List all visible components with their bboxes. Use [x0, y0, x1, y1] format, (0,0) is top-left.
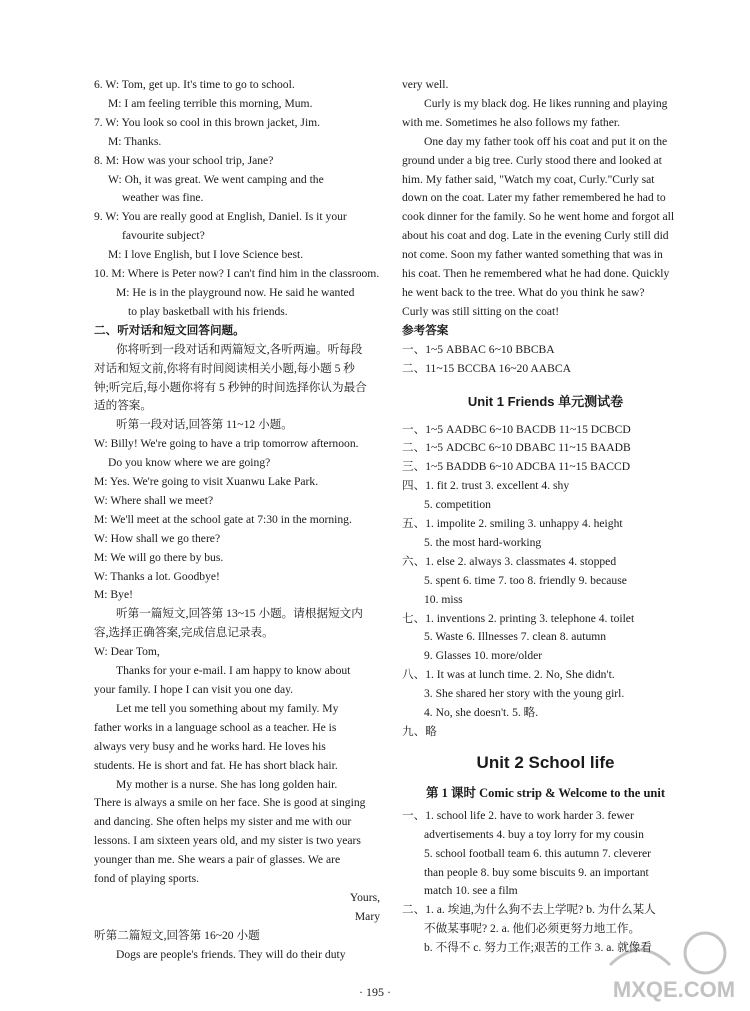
unit2-answers	[402, 807, 689, 958]
answer-line: 5. the most hard-working	[424, 535, 542, 549]
text-line: 钟;听完后,每小题你将有 5 秒钟的时间选择你认为最合	[94, 380, 367, 394]
answer-line: than people 8. buy some biscuits 9. an important	[424, 865, 649, 879]
lesson-title: 第 1 课时 Comic strip & Welcome to the unit	[426, 785, 665, 800]
text-line: W: How shall we go there?	[94, 531, 221, 545]
answer-line: 5. Waste 6. Illnesses 7. clean 8. autumn	[424, 630, 607, 644]
text-line: 6. W: Tom, get up. It's time to go to school.	[94, 78, 295, 91]
text-line: M: Yes. We're going to visit Xuanwu Lake Park.	[94, 475, 319, 489]
text-line: My mother is a nurse. She has long golden hair.	[116, 777, 338, 791]
text-line: Do you know where we are going?	[108, 456, 271, 470]
answer-line: 5. spent 6. time 7. too 8. friendly 9. because	[424, 573, 627, 587]
text-line: younger than me. She wears a pair of glasses. We are	[94, 853, 341, 867]
text-line: M: He is in the playground now. He said he wanted	[116, 285, 355, 299]
text-line: M: We'll meet at the school gate at 7:30 in the morning.	[94, 512, 352, 526]
answer-line: 9. Glasses 10. more/older	[424, 649, 543, 663]
text-line: 容,选择正确答案,完成信息记录表。	[94, 626, 274, 640]
answer-line: 九、略	[402, 725, 437, 738]
unit2-title: Unit 2 School life	[476, 752, 615, 772]
text-line: W: Billy! We're going to have a trip tomorrow afternoon.	[94, 437, 359, 451]
text-line: always very busy and he works hard. He loves his	[94, 739, 326, 753]
text-line: M: Thanks.	[108, 134, 162, 148]
answer-line: 二、1~5 ADCBC 6~10 DBABC 11~15 BAADB	[402, 441, 631, 455]
text-line: your family. I hope I can visit you one day.	[94, 683, 294, 696]
answer-line: 七、1. inventions 2. printing 3. telephone 4. toilet	[402, 611, 635, 625]
text-line: Curly was still sitting on the coat!	[402, 304, 560, 318]
text-line: W: Oh, it was great. We went camping and the	[108, 172, 324, 186]
text-line: weather was fine.	[122, 191, 204, 205]
answer-line: 不做某事呢? 2. a. 他们必须更努力地工作。	[424, 922, 641, 936]
answer-line: 八、1. It was at lunch time. 2. No, She didn't.	[402, 668, 615, 682]
text-line: One day my father took off his coat and put it on the	[424, 134, 668, 148]
text-line: W: Where shall we meet?	[94, 493, 214, 507]
text-line: W: Dear Tom,	[94, 645, 160, 659]
text-line: with me. Sometimes he also follows my father.	[402, 115, 620, 129]
text-line: Mary	[354, 909, 380, 923]
text-line: 一、1~5 ABBAC 6~10 BBCBA	[402, 342, 555, 356]
text-line: he went back to the tree. What do you think he saw?	[402, 285, 645, 299]
text-line: father works in a language school as a teacher. He is	[94, 720, 337, 734]
answer-line: 3. She shared her story with the young girl.	[424, 687, 625, 701]
unit1-answers	[402, 421, 689, 742]
text-line: 10. M: Where is Peter now? I can't find him in the classroom.	[94, 267, 380, 281]
text-line: 你将听到一段对话和两篇短文,各听两遍。听每段	[116, 342, 363, 356]
text-line: 听第二篇短文,回答第 16~20 小题	[94, 928, 260, 942]
text-line: very well.	[402, 78, 449, 91]
text-line: ground under a big tree. Curly stood there and looked at	[402, 153, 662, 167]
answer-line: 三、1~5 BADDB 6~10 ADCBA 11~15 BACCD	[402, 460, 631, 474]
text-line: M: We will go there by bus.	[94, 550, 224, 564]
answer-line: 一、1~5 AADBC 6~10 BACDB 11~15 DCBCD	[402, 422, 631, 436]
answer-line: b. 不得不 c. 努力工作;艰苦的工作 3. a. 就像看	[424, 941, 652, 955]
text-line: Dogs are people's friends. They will do their duty	[116, 947, 346, 961]
text-line: down on the coat. Later my father remembered he had to	[402, 191, 666, 205]
text-line: cook dinner for the family. So he went home and forgot all	[402, 210, 675, 224]
text-line: M: I am feeling terrible this morning, Mum.	[108, 96, 313, 110]
text-line: 二、11~15 BCCBA 16~20 AABCA	[402, 361, 571, 375]
answer-line: 二、1. a. 埃迪,为什么狗不去上学呢? b. 为什么某人	[402, 903, 656, 917]
text-line: 二、听对话和短文回答问题。	[94, 323, 245, 337]
answer-line: 10. miss	[424, 592, 463, 606]
text-line: fond of playing sports.	[94, 872, 199, 886]
text-line: 参考答案	[402, 323, 449, 337]
text-line: and dancing. She often helps my sister and me with our	[94, 815, 352, 829]
right-column	[402, 76, 689, 958]
text-line: his coat. Then he remembered what he had done. Quickly	[402, 267, 670, 281]
text-line: Let me tell you something about my family. My	[116, 701, 339, 715]
text-line: M: I love English, but I love Science best.	[108, 248, 304, 262]
answer-line: 六、1. else 2. always 3. classmates 4. stopped	[402, 554, 617, 568]
text-line: to play basketball with his friends.	[128, 304, 288, 318]
text-line: 8. M: How was your school trip, Jane?	[94, 153, 274, 167]
text-line: 对话和短文前,你将有时间阅读相关小题,每小题 5 秒	[94, 361, 355, 375]
text-line: about his coat and dog. Late in the evening Curly still did	[402, 229, 669, 243]
text-line: not come. Soon my father wanted something that was in	[402, 248, 663, 262]
text-line: 适的答案。	[94, 399, 152, 413]
text-line: lessons. I am sixteen years old, and my sister is two years	[94, 834, 361, 848]
text-line: 9. W: You are really good at English, Daniel. Is it your	[94, 210, 347, 224]
answer-line: 5. school football team 6. this autumn 7. cleverer	[424, 846, 651, 860]
text-line: him. My father said, "Watch my coat, Curly."Curly sat	[402, 172, 655, 186]
text-line: M: Bye!	[94, 588, 133, 602]
text-line: 7. W: You look so cool in this brown jacket, Jim.	[94, 115, 321, 129]
right-top-text	[402, 76, 689, 379]
answer-line: 四、1. fit 2. trust 3. excellent 4. shy	[402, 479, 570, 493]
answer-line: 一、1. school life 2. have to work harder 3. fewer	[402, 808, 634, 822]
text-line: There is always a smile on her face. She is good at singing	[94, 796, 366, 810]
answer-line: 五、1. impolite 2. smiling 3. unhappy 4. height	[402, 517, 623, 531]
answer-line: 5. competition	[424, 498, 491, 512]
unit1-title: Unit 1 Friends 单元测试卷	[467, 393, 624, 409]
text-line: W: Thanks a lot. Goodbye!	[94, 569, 220, 583]
watermark-text: MXQE.COM	[612, 977, 736, 1002]
text-line: students. He is short and fat. He has short black hair.	[94, 758, 338, 772]
text-line: Yours,	[349, 890, 380, 904]
text-line: Thanks for your e-mail. I am happy to know about	[116, 664, 351, 678]
left-column	[94, 76, 384, 965]
answer-line: 4. No, she doesn't. 5. 略.	[424, 706, 539, 720]
text-line: favourite subject?	[122, 229, 205, 243]
text-line: 听第一段对话,回答第 11~12 小题。	[116, 418, 293, 432]
text-line: Curly is my black dog. He likes running and playing	[424, 96, 668, 110]
answer-line: match 10. see a film	[424, 884, 518, 898]
page-number: · 195 ·	[359, 985, 391, 999]
text-line: 听第一篇短文,回答第 13~15 小题。请根据短文内	[116, 607, 363, 621]
answer-line: advertisements 4. buy a toy lorry for my cousin	[424, 827, 644, 841]
